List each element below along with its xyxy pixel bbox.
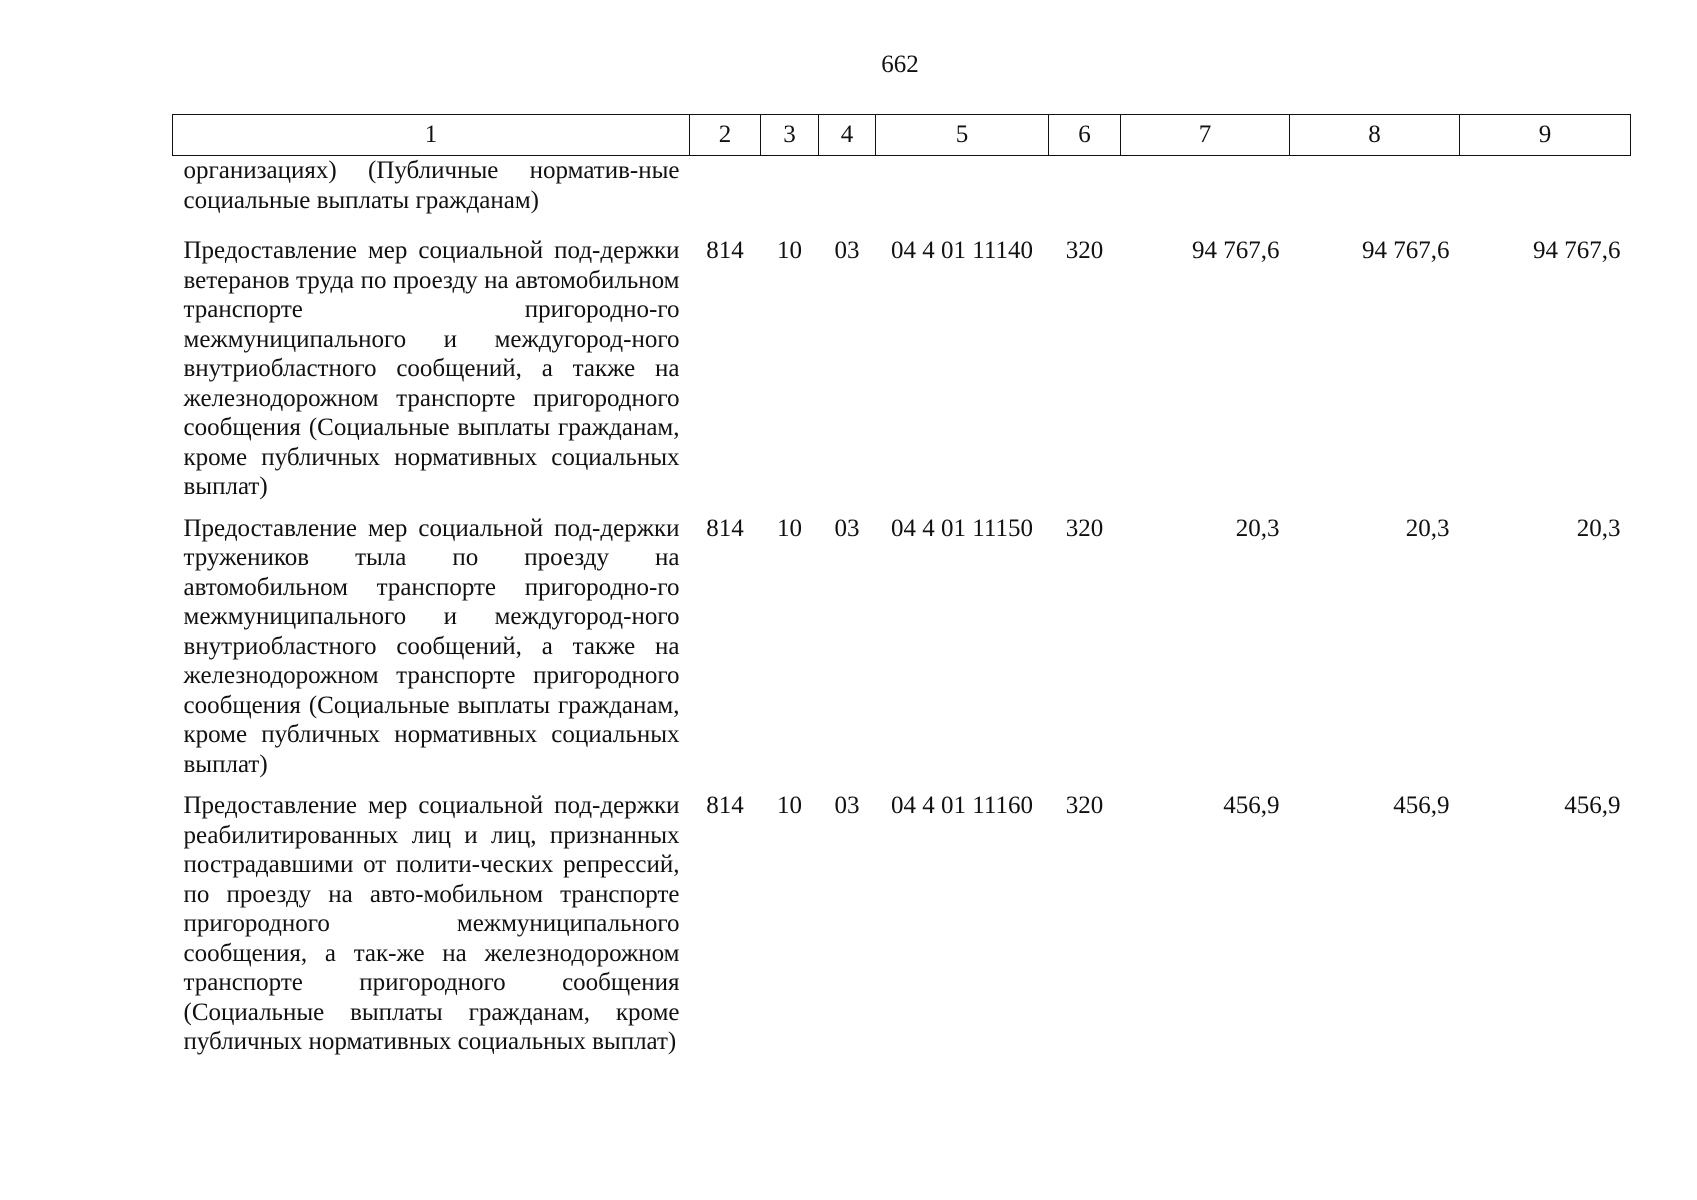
column-header-5: 5 <box>876 115 1049 156</box>
cell-expense-type: 320 <box>1065 514 1104 542</box>
column-header-7: 7 <box>1121 115 1290 156</box>
cell-amount-7: 94 767,6 <box>1192 237 1280 264</box>
table-row <box>173 786 1631 1064</box>
cell-expense-type: 320 <box>1065 237 1104 264</box>
row-description: организациях) (Публичные норматив-ные социальные выплаты гражданам) <box>183 157 680 214</box>
table-row <box>173 509 1631 787</box>
table-body <box>173 156 1631 1064</box>
column-header-3: 3 <box>761 115 819 156</box>
column-header-1: 1 <box>173 115 690 156</box>
cell-amount-9: 456,9 <box>1564 792 1621 819</box>
cell-amount-9: 94 767,6 <box>1533 237 1621 264</box>
table-row <box>173 231 1631 509</box>
budget-table <box>172 114 1631 1064</box>
column-header-8: 8 <box>1290 115 1460 156</box>
page-number: 662 <box>881 51 919 78</box>
header-row <box>173 115 1631 156</box>
cell-amount-8: 456,9 <box>1393 792 1450 819</box>
cell-ministry: 814 <box>706 514 744 542</box>
cell-amount-7 <box>1121 156 1290 232</box>
row-description: Предоставление мер социальной под-держки тружеников тыла по проезду на автомобильном транспорте пригородно-го межмуниципального и междугород-ного внутриобластного сообщений, а также на железнодорожном транспорте пригородного сообщения (Социальные выплаты гражданам, кроме публичных нормативных социальных выплат) <box>183 514 680 778</box>
cell-subsection <box>819 156 876 232</box>
column-header-4: 4 <box>819 115 876 156</box>
column-header-6: 6 <box>1049 115 1121 156</box>
cell-amount-8 <box>1290 156 1460 232</box>
row-description: Предоставление мер социальной под-держки ветеранов труда по проезду на автомобильном транспорте пригородно-го межмуниципального и междугород-ного внутриобластного сообщений, а также на железнодорожном транспорте пригородного сообщения (Социальные выплаты гражданам, кроме публичных нормативных социальных выплат) <box>183 237 680 500</box>
cell-subsection: 03 <box>834 514 860 542</box>
table-header <box>173 115 1631 156</box>
cell-amount-7: 456,9 <box>1223 792 1280 819</box>
table-row <box>173 156 1631 232</box>
cell-ministry: 814 <box>706 792 744 819</box>
cell-amount-8: 94 767,6 <box>1362 237 1450 264</box>
cell-section: 10 <box>777 792 802 819</box>
cell-subsection: 03 <box>834 792 860 819</box>
cell-subsection: 03 <box>834 237 860 264</box>
cell-amount-9: 20,3 <box>1576 514 1621 542</box>
cell-expense-type: 320 <box>1065 792 1104 819</box>
cell-section <box>761 156 819 232</box>
column-header-2: 2 <box>690 115 761 156</box>
cell-expense-type <box>1049 156 1121 232</box>
cell-ministry <box>690 156 761 232</box>
cell-amount-8: 20,3 <box>1405 514 1450 542</box>
cell-target-article: 04 4 01 11140 <box>891 237 1033 264</box>
column-header-9: 9 <box>1460 115 1631 156</box>
cell-target-article: 04 4 01 11150 <box>891 514 1033 542</box>
cell-target-article: 04 4 01 11160 <box>891 792 1033 819</box>
cell-ministry: 814 <box>706 237 744 264</box>
row-description: Предоставление мер социальной под-держки реабилитированных лиц и лиц, признанных пострадавшими от полити-ческих репрессий, по проезду на авто-мобильном транспорте пригородного межмуниципального сообщения, а так-же на железнодорожном транспорте пригородного сообщения (Социальные выплаты гражданам, кроме публичных нормативных социальных выплат) <box>183 792 680 1055</box>
cell-section: 10 <box>777 514 802 542</box>
cell-target-article <box>876 156 1049 232</box>
cell-amount-9 <box>1460 156 1631 232</box>
cell-section: 10 <box>777 237 802 264</box>
cell-amount-7: 20,3 <box>1235 514 1280 542</box>
